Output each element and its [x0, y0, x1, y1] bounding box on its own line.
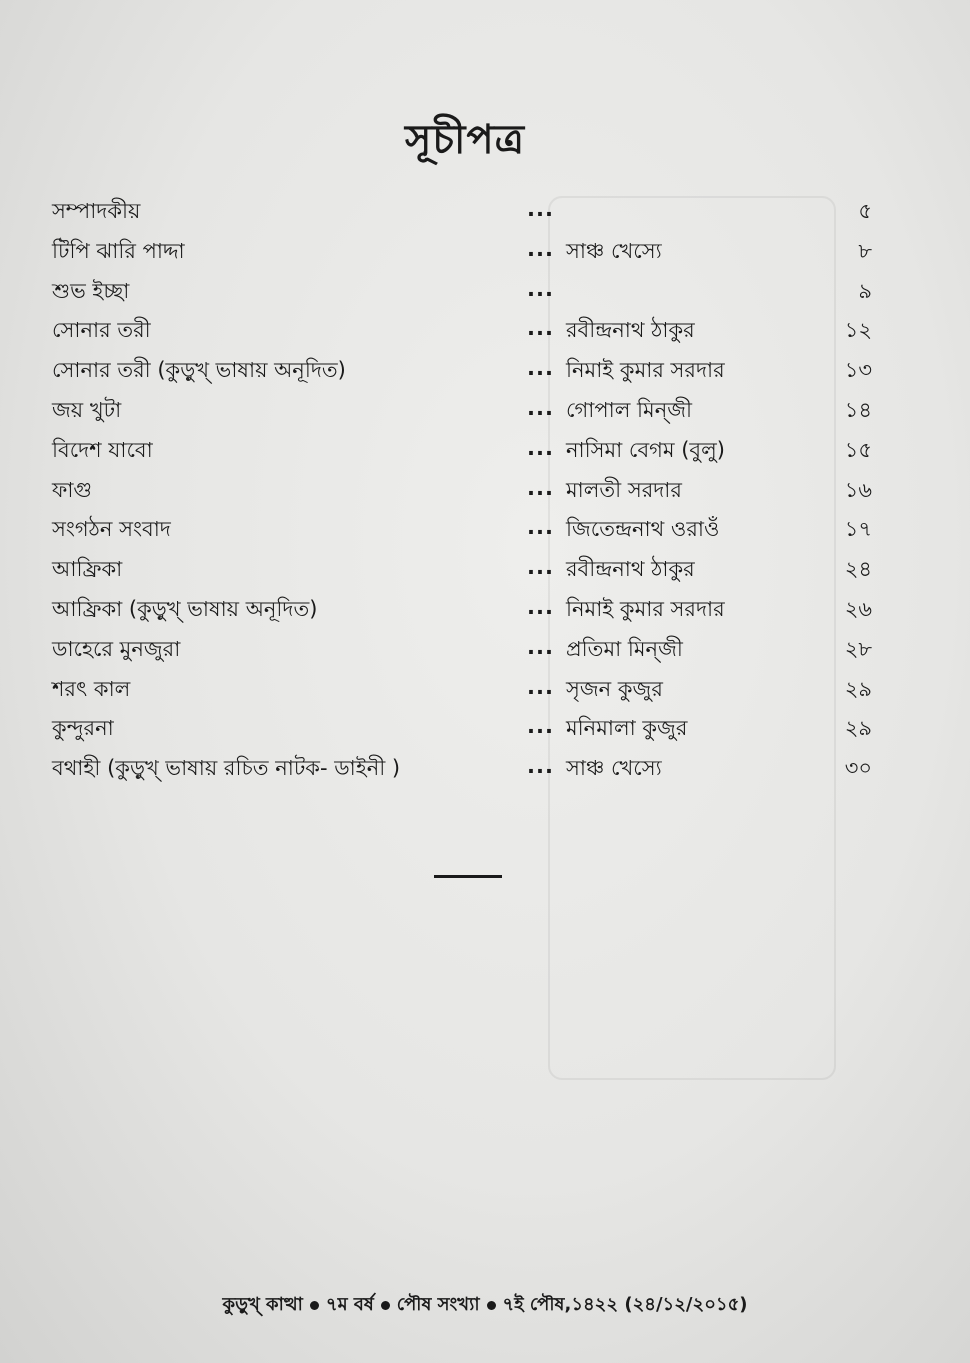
page-title: সূচীপত্র	[405, 117, 525, 163]
toc-entry-author: নিমাই কুমার সরদার	[566, 596, 725, 621]
toc-entry-page: ২৯	[844, 716, 872, 741]
toc-leader-dots: ...	[527, 594, 554, 619]
table-of-contents	[52, 192, 882, 789]
toc-entry-page: ২৬	[844, 596, 872, 621]
toc-leader-dots: ...	[527, 356, 554, 381]
toc-leader-dots: ...	[527, 634, 554, 659]
footer-part: কুড়ুখ্ কাত্থা	[222, 1294, 303, 1315]
toc-leader-dots: ...	[527, 475, 554, 500]
toc-entry-title: কুন্দুরনা	[52, 716, 114, 741]
toc-entry-author: নিমাই কুমার সরদার	[566, 358, 725, 383]
toc-leader-dots: ...	[527, 276, 554, 301]
footer-part: ৭ই পৌষ,১৪২২ (২৪/১২/২০১৫)	[502, 1294, 748, 1315]
toc-entry-author: রবীন্দ্রনাথ ঠাকুর	[566, 557, 695, 582]
toc-entry-author: সৃজন কুজুর	[566, 676, 663, 701]
toc-entry-page: ২৮	[844, 636, 872, 661]
toc-entry-page: ৫	[858, 199, 872, 223]
toc-entry-title: ডাহেরে মুনজুরা	[52, 636, 181, 661]
footer-part: পৌষ সংখ্যা	[396, 1294, 480, 1315]
toc-entry	[52, 670, 882, 710]
toc-entry-page: ১৫	[844, 437, 872, 462]
toc-entry-page: ২৪	[844, 557, 872, 582]
toc-entry-title: সম্পাদকীয়	[52, 199, 141, 223]
toc-entry-author: জিতেন্দ্রনাথ ওরাওঁ	[566, 517, 720, 542]
toc-entry-title: জয় খুটা	[52, 397, 122, 422]
toc-entry	[52, 192, 882, 232]
toc-entry-author: সাঞ্চ খেস্যে	[566, 756, 662, 781]
toc-entry-title: আফ্রিকা	[52, 557, 123, 582]
toc-entry-title: আফ্রিকা (কুড়ুখ্ ভাষায় অনূদিত)	[52, 596, 318, 621]
toc-entry-title: টিপি ঝারি পাদ্দা	[52, 238, 185, 263]
toc-entry-title: সংগঠন সংবাদ	[52, 517, 171, 542]
toc-entry	[52, 311, 882, 351]
toc-leader-dots: ...	[527, 674, 554, 699]
toc-entry-page: ১৬	[844, 477, 872, 502]
toc-entry-title: শরৎ কাল	[52, 676, 131, 701]
toc-leader-dots: ...	[527, 236, 554, 261]
toc-entry-page: ১২	[844, 318, 872, 343]
bullet-dot-icon	[381, 1301, 390, 1310]
toc-entry-title: সোনার তরী	[52, 318, 151, 343]
toc-entry-title: শুভ ইচ্ছা	[52, 278, 130, 303]
toc-entry	[52, 709, 882, 749]
toc-entry-author: প্রতিমা মিন্‌জী	[566, 636, 683, 661]
toc-entry	[52, 232, 882, 272]
toc-entry-title: বিদেশ যাবো	[52, 437, 153, 462]
toc-entry-title: বথাহী (কুড়ুখ্ ভাষায় রচিত নাটক- ডাইনী )	[52, 756, 401, 781]
toc-entry	[52, 510, 882, 550]
toc-entry-author: সাঞ্চ খেস্যে	[566, 238, 662, 263]
toc-leader-dots: ...	[527, 754, 554, 779]
toc-entry	[52, 471, 882, 511]
toc-leader-dots: ...	[527, 316, 554, 341]
toc-entry-page: ৩০	[844, 756, 872, 781]
toc-entry-page: ৮	[858, 238, 872, 263]
section-divider	[434, 875, 502, 878]
bullet-dot-icon	[310, 1301, 319, 1310]
toc-entry-author: মালতী সরদার	[566, 477, 682, 502]
toc-entry	[52, 391, 882, 431]
toc-entry-title: ফাগু	[52, 477, 93, 502]
toc-entry	[52, 590, 882, 630]
toc-entry-page: ২৯	[844, 676, 872, 701]
footer-part: ৭ম বর্ষ	[325, 1294, 374, 1315]
toc-leader-dots: ...	[527, 395, 554, 420]
toc-entry-page: ১৭	[844, 517, 872, 542]
toc-entry-page: ১৩	[844, 358, 872, 383]
toc-entry-author: রবীন্দ্রনাথ ঠাকুর	[566, 318, 695, 343]
toc-entry-author: গোপাল মিন্‌জী	[566, 397, 693, 422]
toc-entry	[52, 272, 882, 312]
toc-entry	[52, 630, 882, 670]
toc-entry-author: নাসিমা বেগম (বুলু)	[566, 437, 725, 462]
toc-leader-dots: ...	[527, 555, 554, 580]
toc-entry	[52, 749, 882, 789]
toc-entry	[52, 431, 882, 471]
page-footer	[0, 1290, 970, 1321]
toc-leader-dots: ...	[527, 515, 554, 540]
bullet-dot-icon	[487, 1301, 496, 1310]
toc-leader-dots: ...	[527, 197, 554, 221]
toc-leader-dots: ...	[527, 435, 554, 460]
toc-entry-title: সোনার তরী (কুড়ুখ্ ভাষায় অনূদিত)	[52, 358, 346, 383]
toc-entry	[52, 550, 882, 590]
toc-entry-author: মনিমালা কুজুর	[566, 716, 688, 741]
toc-entry-page: ১৪	[844, 397, 872, 422]
toc-entry	[52, 351, 882, 391]
toc-leader-dots: ...	[527, 714, 554, 739]
toc-entry-page: ৯	[858, 278, 872, 303]
